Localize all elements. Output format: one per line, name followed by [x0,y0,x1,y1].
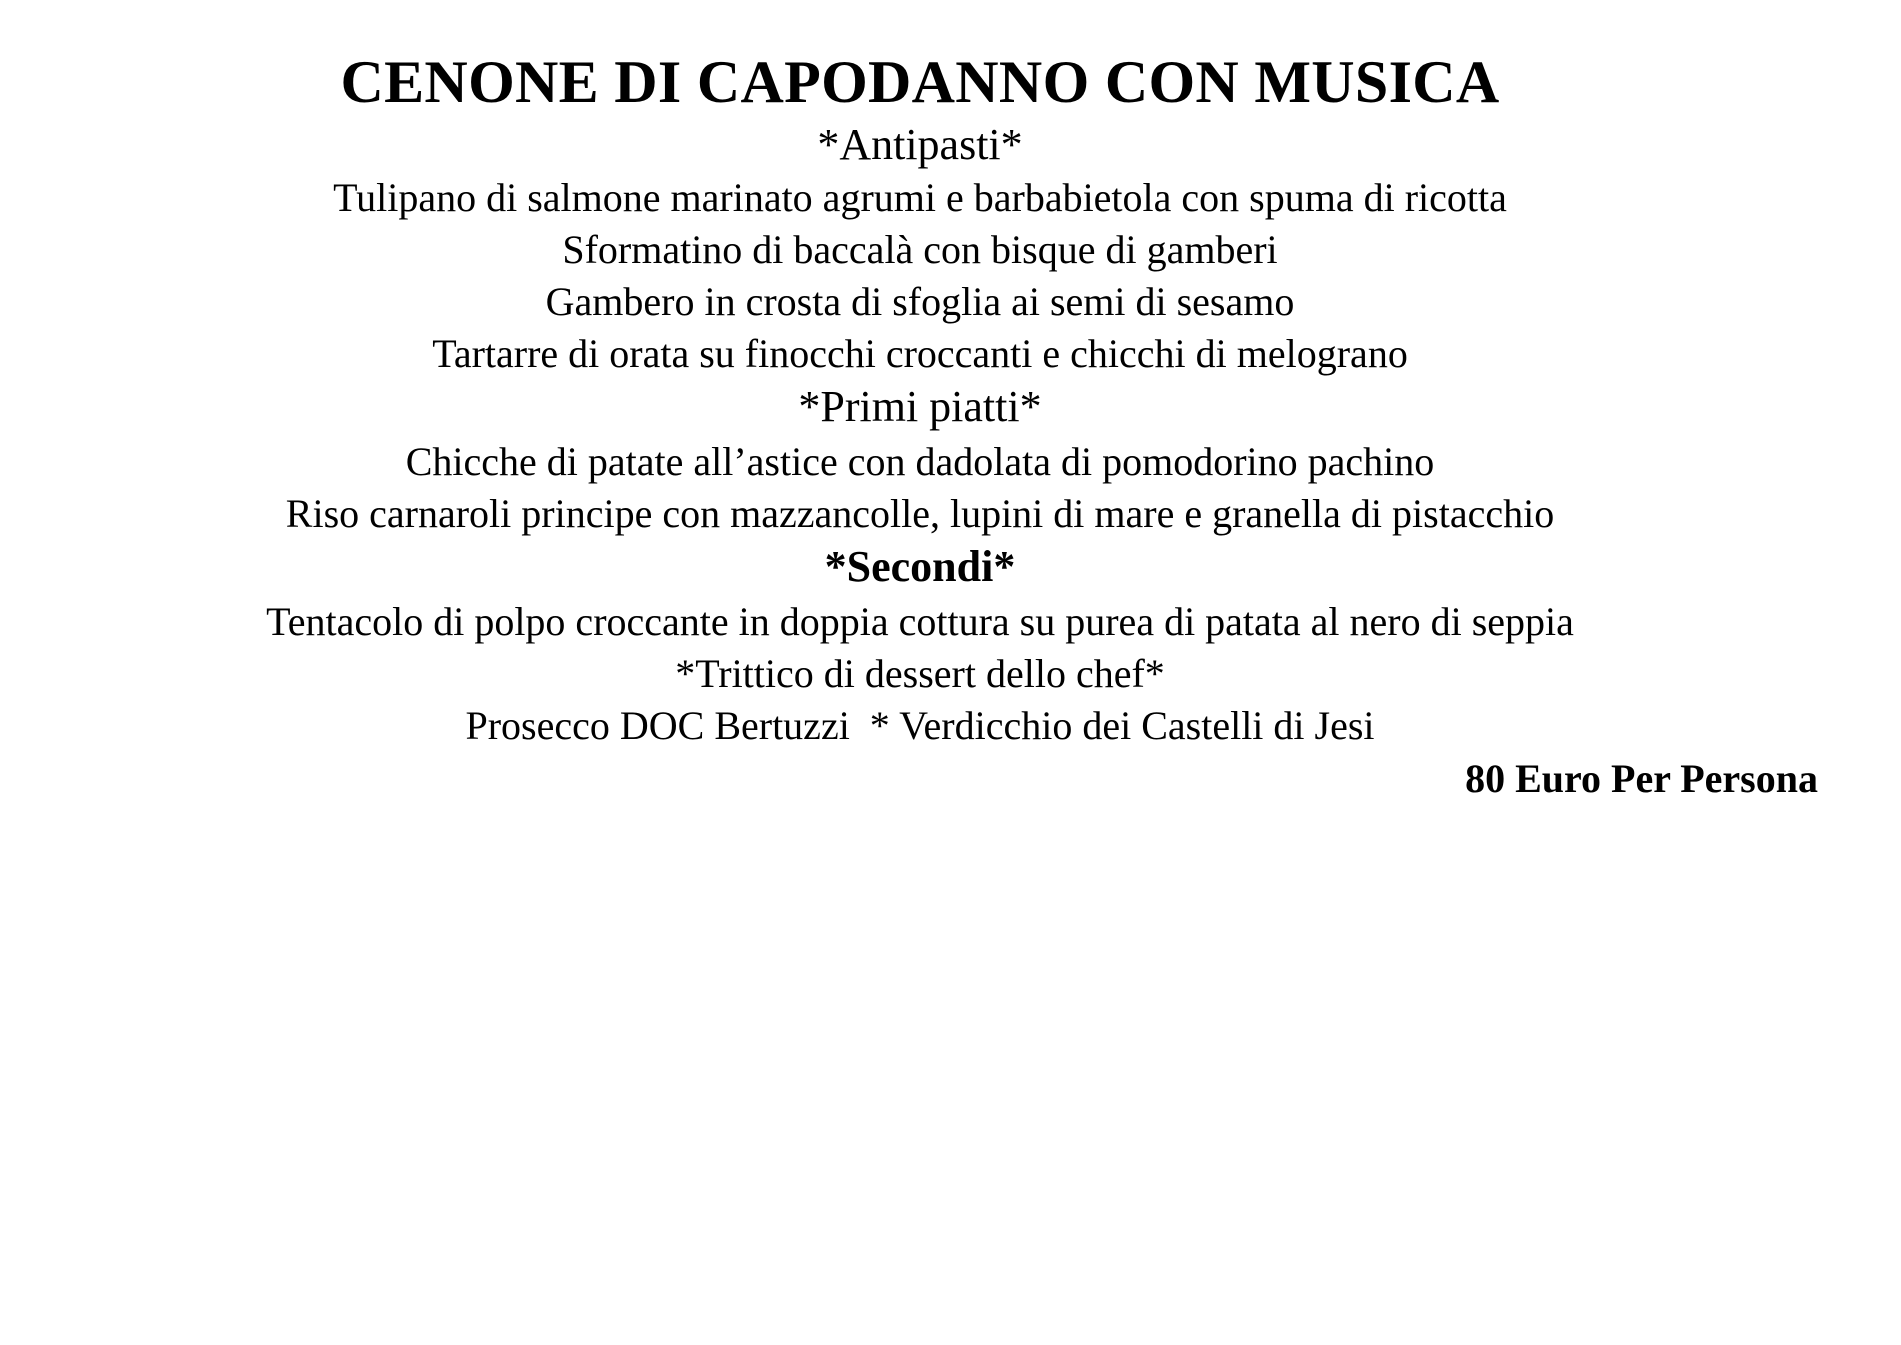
wine-line: Prosecco DOC Bertuzzi * Verdicchio dei Castelli di Jesi [465,703,1375,748]
antipasti-item: Tulipano di salmone marinato agrumi e barbabietola con spuma di ricotta [333,175,1507,220]
primi-item: Chicche di patate all’astice con dadolata di pomodorino pachino [405,439,1435,484]
primi-item: Riso carnaroli principe con mazzancolle, lupini di mare e granella di pistacchio [285,491,1555,536]
dessert-line: *Trittico di dessert dello chef* [675,651,1165,696]
menu-title: CENONE DI CAPODANNO CON MUSICA [340,49,1500,115]
price-label: 80 Euro Per Persona [1465,756,1818,801]
section-secondi-heading: *Secondi* [824,542,1016,591]
antipasti-item: Gambero in crosta di sfoglia ai semi di sesamo [545,279,1295,324]
section-antipasti-heading: *Antipasti* [817,120,1023,169]
secondi-item: Tentacolo di polpo croccante in doppia cottura su purea di patata al nero di seppia [266,599,1574,644]
antipasti-item: Sformatino di baccalà con bisque di gamberi [562,227,1278,272]
menu-content [0,46,1840,752]
section-primi-heading: *Primi piatti* [798,382,1042,431]
antipasti-item: Tartarre di orata su finocchi croccanti e chicchi di melograno [432,331,1408,376]
